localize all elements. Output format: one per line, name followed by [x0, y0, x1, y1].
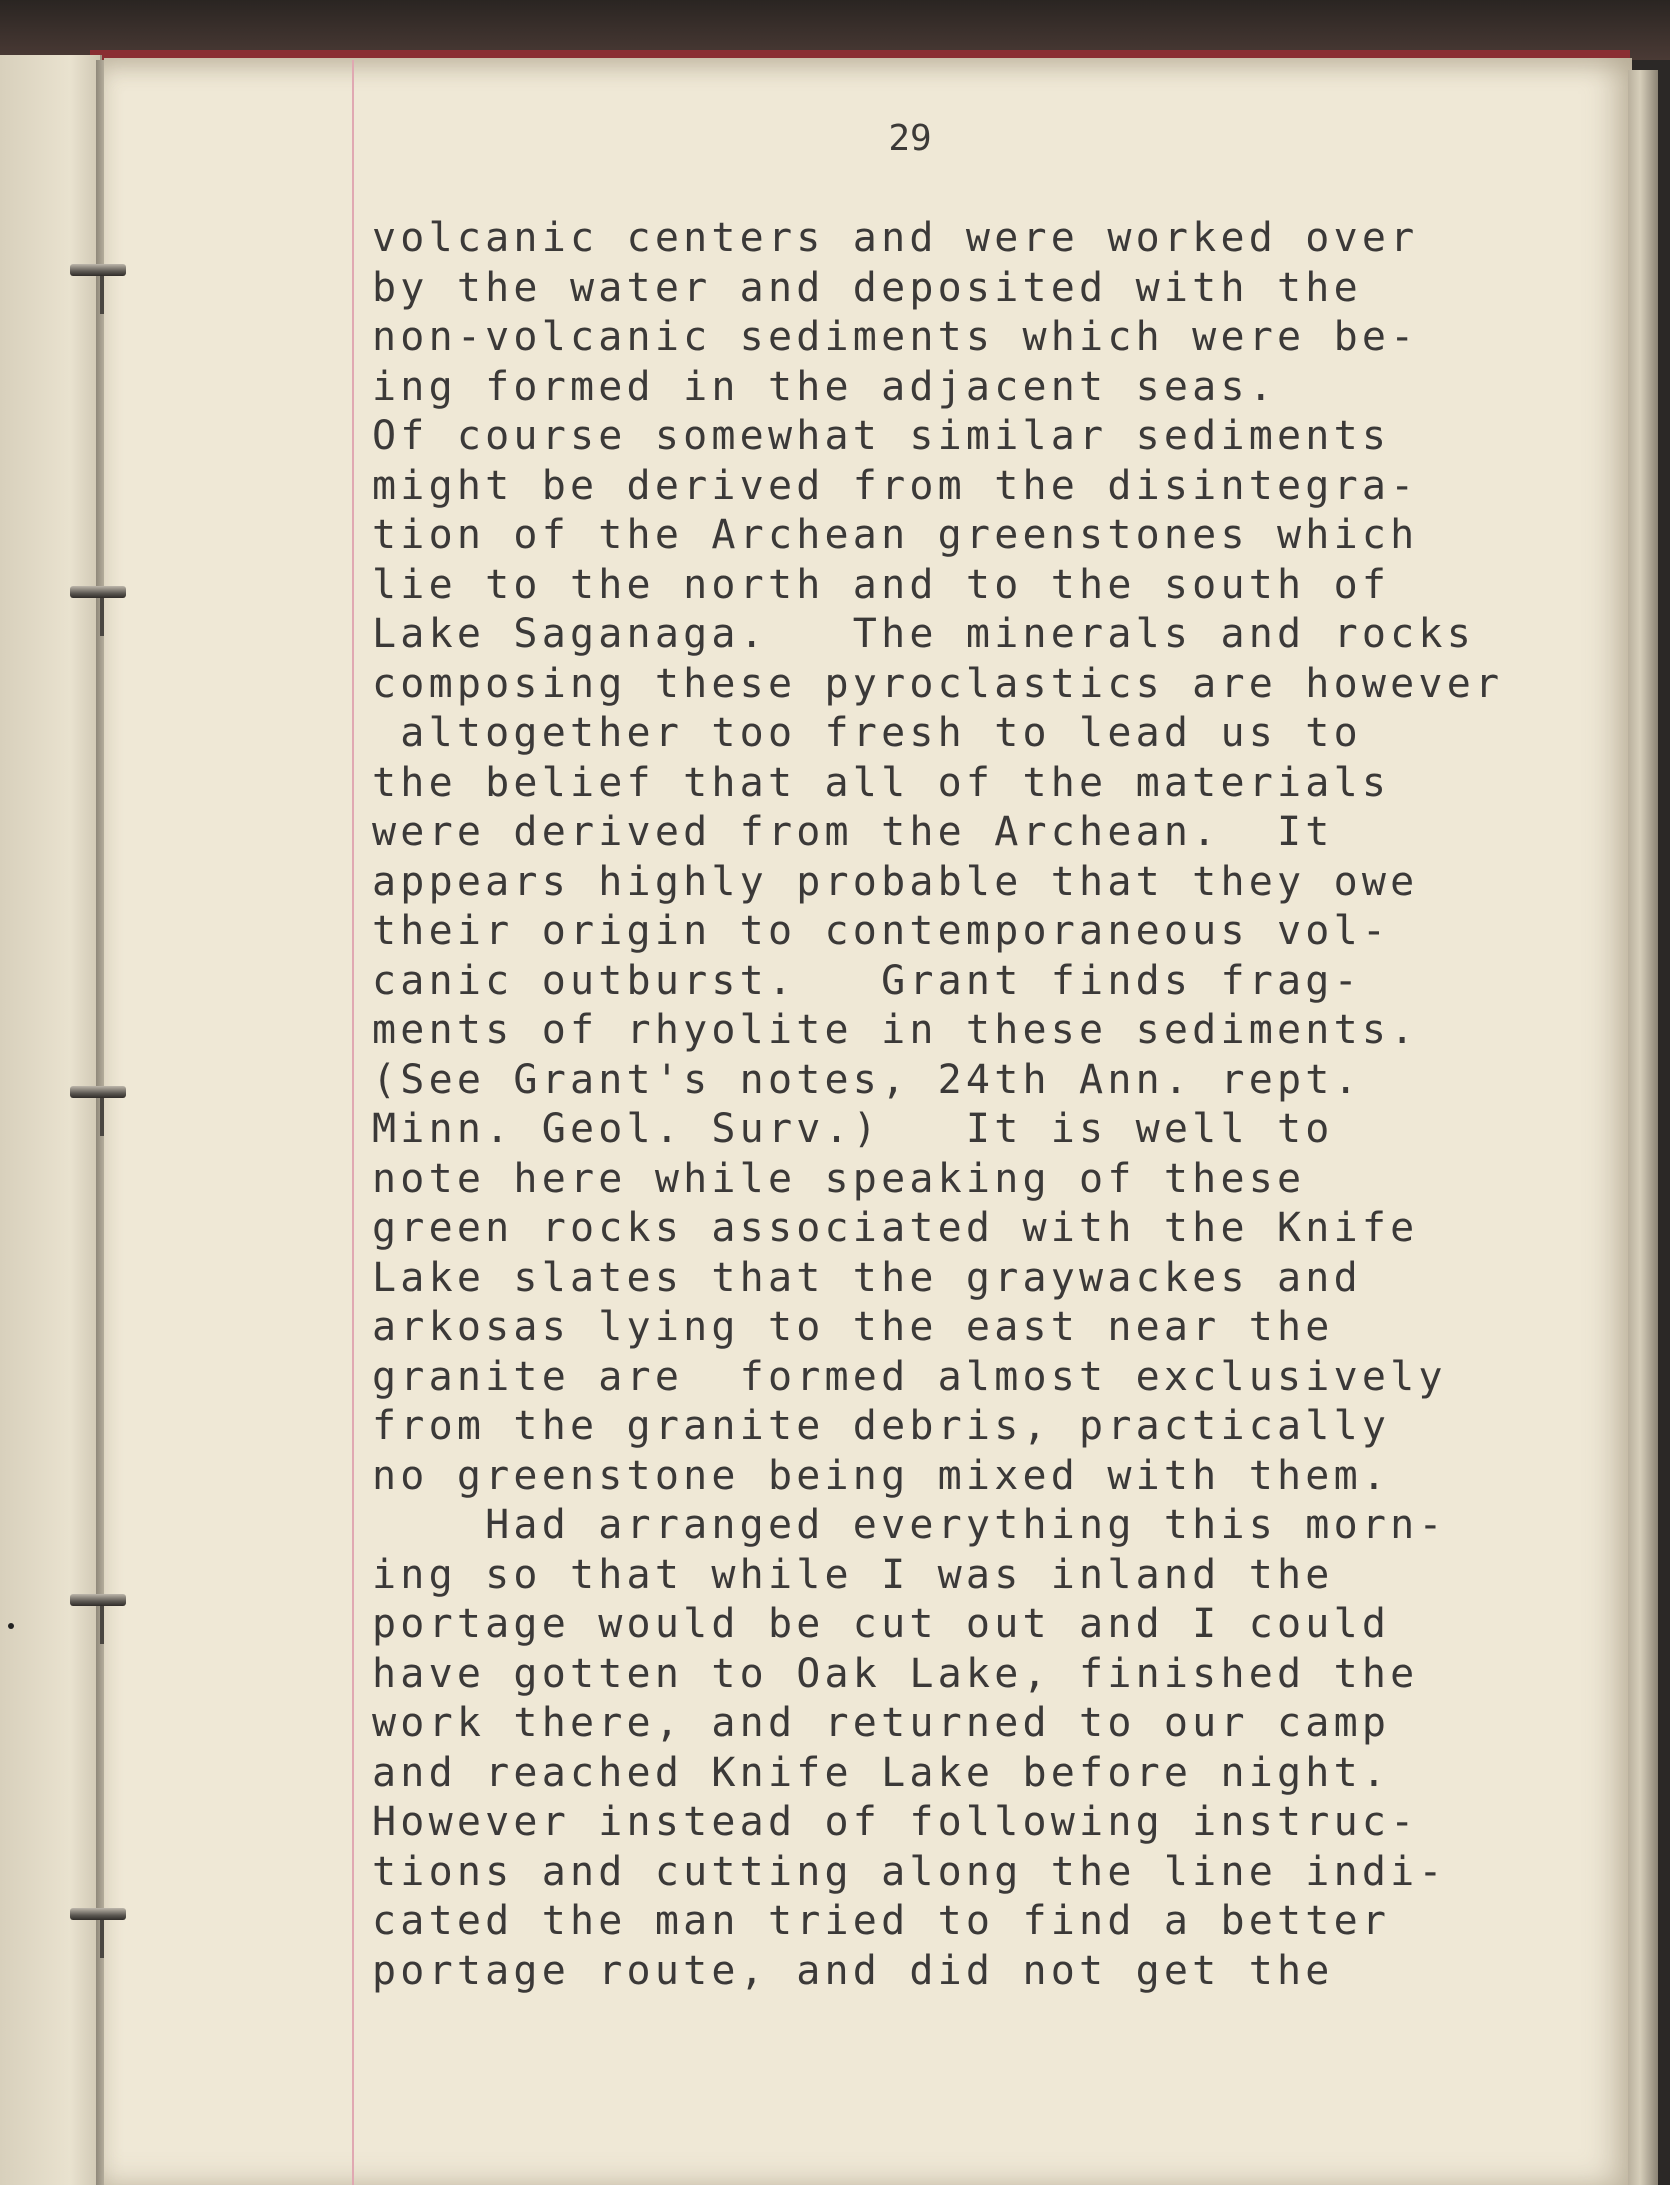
- typed-line: by the water and deposited with the: [372, 264, 1362, 311]
- typed-line: portage would be cut out and I could: [372, 1601, 1391, 1647]
- typed-text-body: [372, 214, 1503, 1996]
- typed-line: might be derived from the disintegra-: [372, 462, 1419, 509]
- typed-line: arkosas lying to the east near the: [372, 1304, 1334, 1350]
- binder-ring: [70, 1908, 126, 1920]
- previous-pages-edge: [0, 55, 102, 2185]
- typed-line: altogether too fresh to lead us to: [372, 710, 1362, 756]
- typed-line: green rocks associated with the Knife: [372, 1205, 1419, 1251]
- binder-ring: [70, 1086, 126, 1098]
- typed-line: tions and cutting along the line indi-: [372, 1848, 1447, 1895]
- typed-line: volcanic centers and were worked over: [372, 215, 1419, 261]
- typed-line: (See Grant's notes, 24th Ann. rept.: [372, 1056, 1362, 1103]
- margin-rule: [352, 60, 354, 2185]
- typed-line: and reached Knife Lake before night.: [372, 1749, 1391, 1796]
- typed-line: tion of the Archean greenstones which: [372, 512, 1419, 558]
- typed-line: However instead of following instruc-: [372, 1799, 1419, 1845]
- typed-line: from the granite debris, practically: [372, 1403, 1391, 1449]
- typed-line: ing formed in the adjacent seas.: [372, 363, 1278, 410]
- typed-line: portage route, and did not get the: [372, 1947, 1334, 1994]
- typed-line: note here while speaking of these: [372, 1155, 1306, 1202]
- typed-line: non-volcanic sediments which were be-: [372, 314, 1419, 360]
- typed-line: Of course somewhat similar sediments: [372, 413, 1391, 459]
- typed-line: the belief that all of the materials: [372, 759, 1391, 806]
- typed-line: their origin to contemporaneous vol-: [372, 908, 1391, 954]
- ink-speck: [8, 1623, 14, 1629]
- binder-ring: [70, 264, 126, 276]
- typed-line: ing so that while I was inland the: [372, 1551, 1334, 1598]
- typed-line: Had arranged everything this morn-: [372, 1502, 1447, 1548]
- typed-line: Lake slates that the graywackes and: [372, 1254, 1362, 1301]
- typed-line: Minn. Geol. Surv.) It is well to: [372, 1106, 1334, 1152]
- page-number: 29: [888, 118, 932, 159]
- typed-line: were derived from the Archean. It: [372, 809, 1334, 855]
- typed-line: composing these pyroclastics are however: [372, 660, 1504, 707]
- typed-line: Lake Saganaga. The minerals and rocks: [372, 611, 1475, 657]
- binder-ring: [70, 1594, 126, 1606]
- binder-ring: [70, 586, 126, 598]
- typed-line: no greenstone being mixed with them.: [372, 1452, 1391, 1499]
- typed-line: appears highly probable that they owe: [372, 858, 1419, 905]
- typed-line: canic outburst. Grant finds frag-: [372, 957, 1362, 1004]
- typed-line: work there, and returned to our camp: [372, 1700, 1391, 1746]
- typed-line: have gotten to Oak Lake, finished the: [372, 1650, 1419, 1697]
- typed-line: lie to the north and to the south of: [372, 561, 1391, 608]
- typed-line: granite are formed almost exclusively: [372, 1353, 1447, 1400]
- page-stack-edge: [1628, 70, 1658, 2185]
- typed-line: ments of rhyolite in these sediments.: [372, 1007, 1419, 1053]
- typed-line: cated the man tried to find a better: [372, 1898, 1391, 1944]
